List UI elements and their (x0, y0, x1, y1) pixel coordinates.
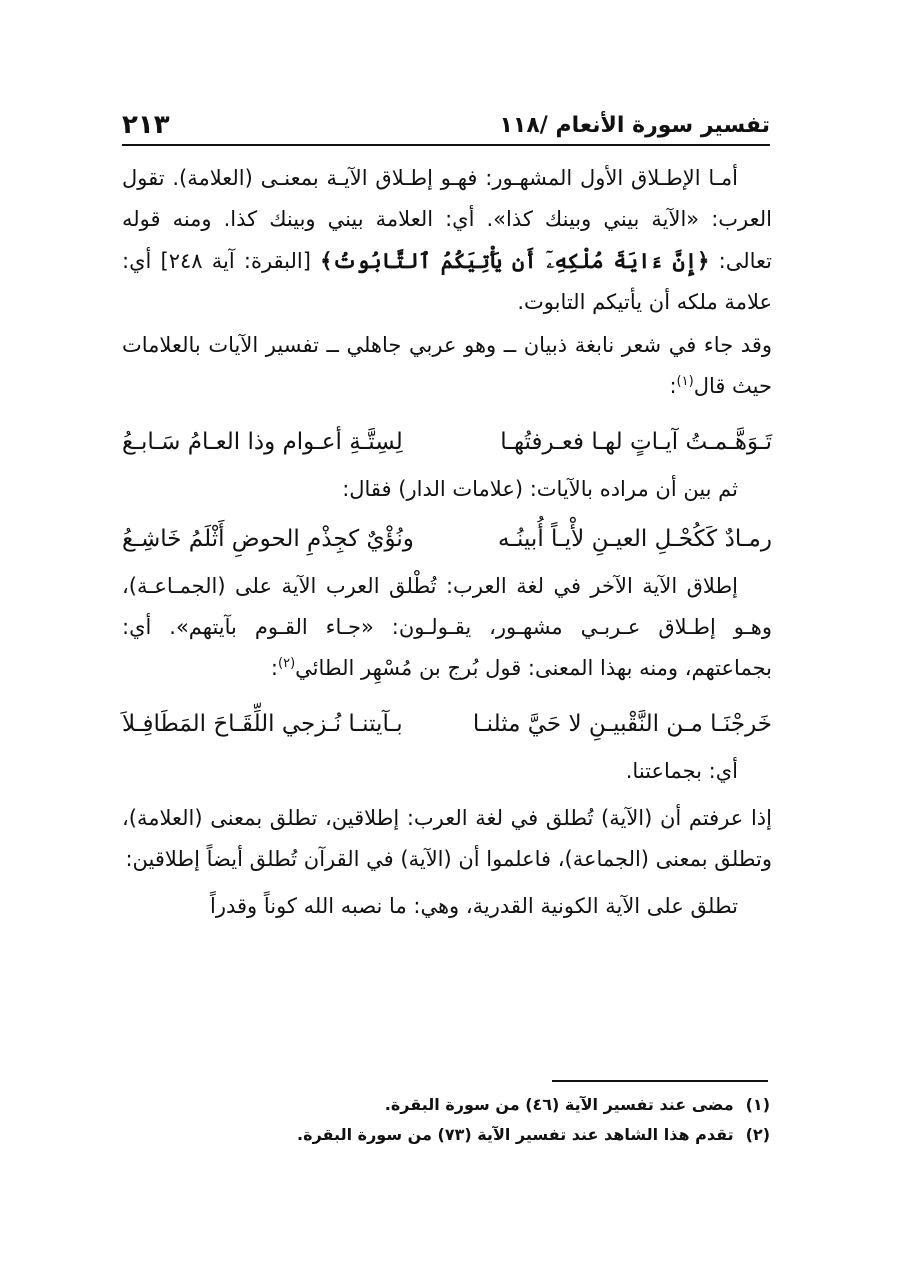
paragraph-second-usage (122, 566, 772, 689)
footnote-text: مضى عند تفسير الآية (٤٦) من سورة البقرة. (384, 1095, 734, 1114)
verse-second-hemistich: لِسِتَّـةِ أعـوام وذا العـامُ سَـابـعُ (122, 429, 403, 455)
footnote-1 (200, 1090, 770, 1120)
paragraph-text: أمـا الإطـلاق الأول المشهـور: فهـو إطـلاق الآيـة بمعنـى (العلامة). تقول العرب: «الآية بيني وبينك كذا». أي: العلامة بيني وبينك كذا. ومنه قوله تعالى: (122, 166, 773, 273)
footnote-2 (200, 1120, 770, 1150)
paragraph-text: ثم بين أن مراده بالآيات: (علامات الدار) فقال: (342, 477, 738, 501)
paragraph-cosmic-sign (122, 886, 772, 927)
paragraph-text: إذا عرفتم أن (الآية) تُطلق في لغة العرب: إطلاقين، تطلق بمعنى (العلامة)، وتطلق بمعنى (الجماعة)، فاعلموا أن (الآية) في القرآن تُطلق أيضاً إطلاقين: (122, 806, 772, 871)
verse-first-hemistich: تَـوَهَّـمـتُ آيـاتٍ لهـا فعـرفتُهـا (500, 429, 772, 455)
paragraph-explanation (122, 469, 772, 510)
quran-quote: ﴿إِنَّ ءَايَةَ مُلْكِهِۦٓ أَن يَأْتِيَكُمُ ٱلتَّابُوتُ﴾ (320, 248, 710, 273)
verse-second-hemistich: بـآيتنـا نُـزجي اللِّقَـاحَ المَطَافِـلاَ (122, 711, 403, 737)
paragraph-text: : (669, 374, 677, 398)
page-body (122, 158, 772, 929)
paragraph-meaning (122, 751, 772, 792)
paragraph-two-usages (122, 798, 772, 880)
footnote-ref-2: (٢) (278, 656, 296, 671)
paragraph-text: أي: بجماعتنا. (625, 759, 738, 783)
paragraph-text: [البقرة: آية ٢٤٨] أي: علامة ملكه أن يأتيكم التابوت. (122, 249, 772, 314)
footnote-number: (٢) (745, 1125, 770, 1144)
paragraph-first-usage (122, 158, 772, 323)
verse-first-hemistich: خَرجْنَـا مـن النَّقْبيـنِ لا حَيَّ مثلنـا (472, 711, 772, 737)
footnote-ref-1: (١) (676, 374, 694, 389)
footnote-text: تقدم هذا الشاهد عند تفسير الآية (٧٣) من سورة البقرة. (297, 1125, 734, 1144)
verse-second-hemistich: ونُؤْيٌ كجِذْمِ الحوضِ أَثْلَمُ خَاشِـعُ (122, 526, 414, 552)
footnote-number: (١) (745, 1095, 770, 1114)
page-header (122, 100, 770, 146)
page-number: ٢١٣ (122, 110, 170, 140)
paragraph-text: إطلاق الآية الآخر في لغة العرب: تُطْلق العرب الآية على (الجمـاعـة)، وهـو إطـلاق عـربـي مشهـور، يقـولـون: «جـاء القـوم بآيتهم». أي: بجماعتهم، ومنه بهذا المعنى: قول بُرج بن مُسْهِر الطائي (122, 574, 772, 680)
poetry-verse-3 (122, 699, 772, 749)
poetry-verse-2 (122, 514, 772, 564)
footnotes (200, 1090, 770, 1150)
verse-first-hemistich: رمـادٌ كَكُحْـلِ العيـنِ لأْيـاً أُبينُـه (497, 526, 772, 552)
footnote-divider (552, 1080, 768, 1082)
running-title: تفسير سورة الأنعام /١١٨ (499, 113, 770, 138)
poetry-verse-1 (122, 417, 772, 467)
paragraph-nabigha (122, 325, 772, 407)
paragraph-text: وقد جاء في شعر نابغة ذبيان ــ وهو عربي جاهلي ــ تفسير الآيات بالعلامات حيث قال (122, 333, 772, 398)
paragraph-text: تطلق على الآية الكونية القدرية، وهي: ما نصبه الله كوناً وقدراً (209, 894, 738, 918)
paragraph-text: : (270, 656, 278, 680)
